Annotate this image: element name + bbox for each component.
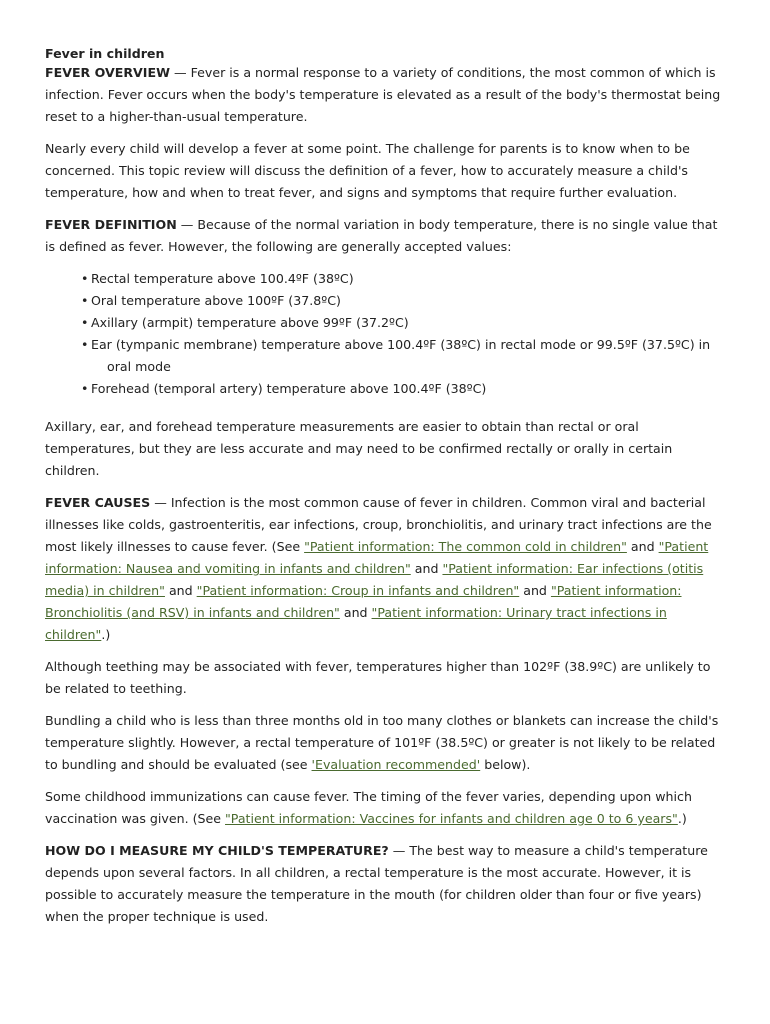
connector-text: and [164, 583, 197, 598]
connector-text: and [410, 561, 443, 576]
definition-text: — Because of the normal variation in body temperature, there is no single value that is defined as fever. However, the following are generally accepted values: [45, 217, 718, 254]
causes-text: — Infection is the most common cause of fever in children. Common viral and bacterial illnesses like colds, gastroenteritis, ear infections, croup, bronchiolitis, and urinary tract infections are the most likely illnesses to cause fever. (See [45, 495, 712, 554]
measure-heading: HOW DO I MEASURE MY CHILD'S TEMPERATURE? [45, 843, 389, 858]
causes-paragraph [45, 492, 730, 646]
overview-heading: FEVER OVERVIEW [45, 65, 170, 80]
bundling-paragraph [45, 710, 730, 776]
closing-text: .) [677, 811, 687, 826]
bronchiolitis-link[interactable]: "Patient information: Bronchiolitis (and RSV) in infants and children" [45, 583, 682, 620]
definition-heading: FEVER DEFINITION [45, 217, 177, 232]
axillary-paragraph: Axillary, ear, and forehead temperature measurements are easier to obtain than rectal or oral temperatures, but they are less accurate and may need to be confirmed rectally or orally in certain children. [45, 419, 673, 478]
measure-paragraph [45, 840, 730, 928]
bundling-text: Bundling a child who is less than three months old in too many clothes or blankets can increase the child's temperature slightly. However, a rectal temperature of 101ºF (38.5ºC) or greater is not likely to be related to bundling and should be evaluated (see [45, 713, 719, 772]
nausea-vomiting-link[interactable]: "Patient information: Nausea and vomiting in infants and children" [45, 539, 709, 576]
overview-paragraph [45, 62, 730, 128]
closing-text: .) [101, 627, 111, 642]
evaluation-recommended-link[interactable]: 'Evaluation recommended' [311, 757, 481, 772]
closing-text: below). [480, 757, 531, 772]
bullet-icon: • [81, 315, 89, 330]
list-item [83, 378, 730, 400]
connector-text: and [519, 583, 551, 598]
definition-paragraph [45, 214, 730, 258]
connector-text: and [339, 605, 372, 620]
list-item [83, 290, 730, 312]
bullet-icon: • [81, 337, 89, 352]
urinary-tract-link[interactable]: "Patient information: Urinary tract infections in children" [45, 605, 667, 642]
bullet-icon: • [81, 271, 89, 286]
connector-text: and [626, 539, 659, 554]
immunizations-text: Some childhood immunizations can cause fever. The timing of the fever varies, depending upon which vaccination was given. (See [45, 789, 692, 826]
list-item-text: Ear (tympanic membrane) temperature above 100.4ºF (38ºC) in rectal mode or 99.5ºF (37.5ºC) in [91, 337, 711, 352]
immunizations-paragraph [45, 786, 730, 830]
list-item-text: Axillary (armpit) temperature above 99ºF (37.2ºC) [91, 315, 409, 330]
list-item-text: Rectal temperature above 100.4ºF (38ºC) [91, 271, 354, 286]
bullet-icon: • [81, 293, 89, 308]
measure-text: — The best way to measure a child's temperature depends upon several factors. In all children, a rectal temperature is the most accurate. However, it is possible to accurately measure the temperature in the mouth (for children older than four or five years) when the proper technique is used. [45, 843, 708, 924]
intro-paragraph: Nearly every child will develop a fever at some point. The challenge for parents is to know when to be concerned. This topic review will discuss the definition of a fever, how to accurately measure a child's temperature, how and when to treat fever, and signs and symptoms that require further evaluation. [45, 141, 690, 200]
list-item [83, 312, 730, 334]
teething-paragraph: Although teething may be associated with fever, temperatures higher than 102ºF (38.9ºC) are unlikely to be related to teething. [45, 659, 711, 696]
ear-infections-link[interactable]: "Patient information: Ear infections (otitis media) in children" [45, 561, 704, 598]
list-item-text: Oral temperature above 100ºF (37.8ºC) [91, 293, 341, 308]
overview-text: — Fever is a normal response to a variety of conditions, the most common of which is infection. Fever occurs when the body's temperature is elevated as a result of the body's thermostat being reset to a higher-than-usual temperature. [45, 65, 721, 124]
fever-values-list [45, 268, 730, 400]
page-title: Fever in children [45, 46, 165, 61]
list-item [83, 334, 730, 378]
bullet-icon: • [81, 381, 89, 396]
list-item [83, 268, 730, 290]
article-body [45, 46, 730, 938]
common-cold-link[interactable]: "Patient information: The common cold in children" [304, 539, 627, 554]
vaccines-link[interactable]: "Patient information: Vaccines for infants and children age 0 to 6 years" [225, 811, 678, 826]
croup-link[interactable]: "Patient information: Croup in infants and children" [196, 583, 520, 598]
causes-heading: FEVER CAUSES [45, 495, 151, 510]
list-item-text: Forehead (temporal artery) temperature above 100.4ºF (38ºC) [91, 381, 487, 396]
list-item-continuation: oral mode [107, 359, 171, 374]
